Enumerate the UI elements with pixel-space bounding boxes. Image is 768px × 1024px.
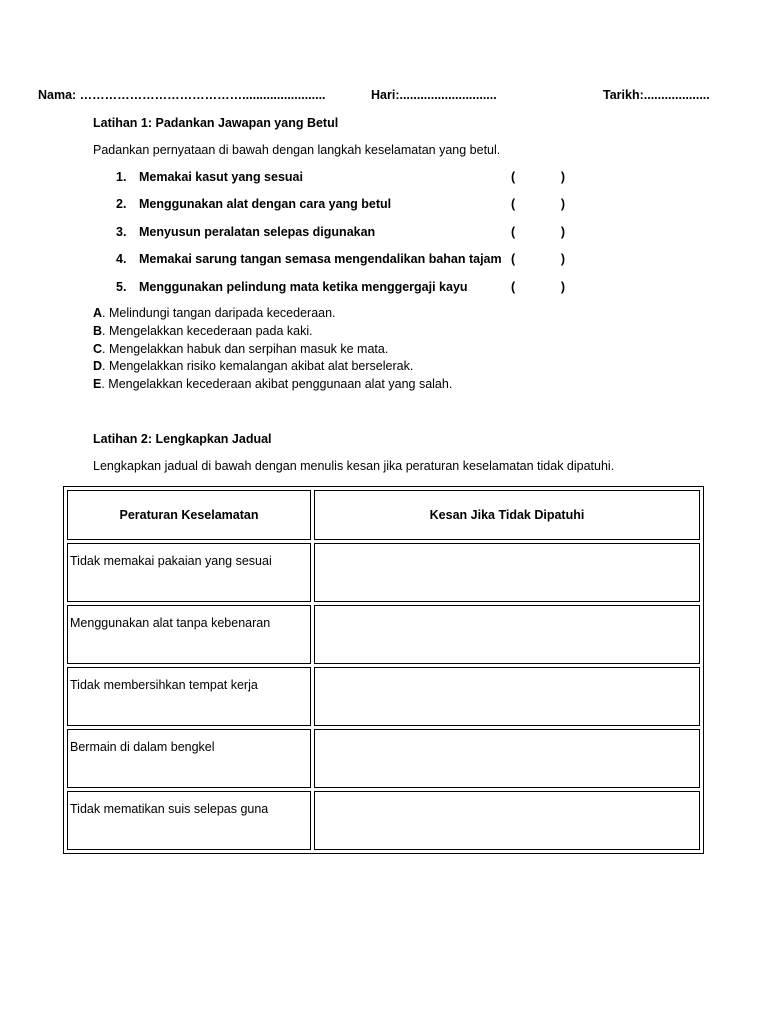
question-number: 2. — [116, 197, 127, 212]
answer-option — [93, 306, 452, 324]
answer-options-list — [93, 306, 452, 395]
table-row — [67, 605, 700, 664]
option-text: . Mengelakkan kecederaan pada kaki. — [102, 323, 313, 338]
option-letter: D — [93, 359, 103, 374]
question-item — [116, 197, 576, 224]
question-item — [116, 252, 576, 279]
rule-cell: Menggunakan alat tanpa kebenaran — [67, 605, 311, 664]
question-text: Menggunakan pelindung mata ketika menggergaji kayu — [139, 279, 468, 294]
effect-answer-cell[interactable] — [314, 729, 700, 788]
table-header-row — [67, 490, 700, 540]
effect-answer-cell[interactable] — [314, 791, 700, 850]
question-item — [116, 280, 576, 307]
question-number: 3. — [116, 224, 127, 239]
table-row — [67, 729, 700, 788]
option-letter: C — [93, 341, 103, 356]
column-header-effect: Kesan Jika Tidak Dipatuhi — [314, 490, 700, 540]
close-paren: ) — [560, 224, 565, 239]
rule-cell: Tidak mematikan suis selepas guna — [67, 791, 311, 850]
open-paren: ( — [511, 170, 516, 184]
column-header-rule: Peraturan Keselamatan — [67, 490, 311, 540]
question-number: 5. — [116, 279, 127, 294]
table-row — [67, 543, 700, 602]
question-text: Memakai kasut yang sesuai — [139, 170, 303, 184]
name-field-label: Nama: …………………………………........................ — [38, 88, 326, 102]
rule-cell: Bermain di dalam bengkel — [67, 729, 311, 788]
option-letter: B — [93, 323, 103, 338]
rule-cell: Tidak memakai pakaian yang sesuai — [67, 543, 311, 602]
option-text: . Mengelakkan kecederaan akibat penggunaan alat yang salah. — [101, 377, 453, 392]
exercise-1-title: Latihan 1: Padankan Jawapan yang Betul — [93, 116, 339, 130]
open-paren: ( — [511, 279, 516, 294]
student-info-header — [38, 88, 718, 106]
question-item — [116, 225, 576, 252]
option-text: . Mengelakkan risiko kemalangan akibat alat berselerak. — [102, 359, 414, 374]
date-field-label: Tarikh:................... — [603, 88, 710, 102]
option-letter: E — [93, 377, 102, 392]
rule-cell: Tidak membersihkan tempat kerja — [67, 667, 311, 726]
open-paren: ( — [511, 224, 516, 239]
question-text: Memakai sarung tangan semasa mengendalikan bahan tajam — [139, 252, 502, 267]
question-number: 1. — [116, 170, 127, 184]
safety-rules-table — [63, 486, 704, 854]
exercise-2-instruction: Lengkapkan jadual di bawah dengan menulis kesan jika peraturan keselamatan tidak dipatuhi. — [93, 459, 615, 473]
exercise-2-title: Latihan 2: Lengkapkan Jadual — [93, 432, 272, 446]
close-paren: ) — [560, 197, 565, 212]
effect-answer-cell[interactable] — [314, 667, 700, 726]
answer-option — [93, 342, 452, 360]
close-paren: ) — [560, 170, 565, 184]
option-text: . Melindungi tangan daripada kecederaan. — [102, 306, 336, 320]
question-item — [116, 170, 576, 197]
effect-answer-cell[interactable] — [314, 543, 700, 602]
table-row — [67, 791, 700, 850]
effect-answer-cell[interactable] — [314, 605, 700, 664]
option-text: . Mengelakkan habuk dan serpihan masuk ke mata. — [102, 341, 389, 356]
question-text: Menggunakan alat dengan cara yang betul — [139, 197, 392, 212]
option-letter: A — [93, 306, 103, 320]
answer-option — [93, 377, 452, 395]
open-paren: ( — [511, 252, 516, 267]
day-field-label: Hari:............................ — [371, 88, 497, 102]
question-number: 4. — [116, 252, 127, 267]
question-text: Menyusun peralatan selepas digunakan — [139, 224, 376, 239]
close-paren: ) — [560, 252, 565, 267]
matching-question-list — [116, 170, 576, 307]
exercise-1-instruction: Padankan pernyataan di bawah dengan langkah keselamatan yang betul. — [93, 143, 501, 157]
close-paren: ) — [560, 279, 565, 294]
answer-option — [93, 359, 452, 377]
open-paren: ( — [511, 197, 516, 212]
answer-option — [93, 324, 452, 342]
table-row — [67, 667, 700, 726]
